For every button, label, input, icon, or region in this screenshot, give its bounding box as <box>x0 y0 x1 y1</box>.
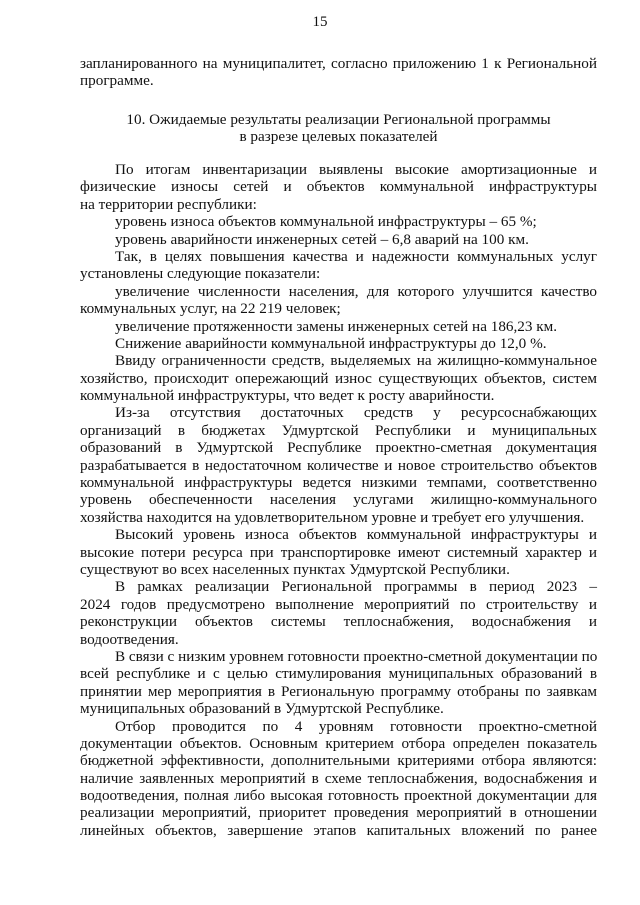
body-line: принятии мер мероприятия в Региональную программу отобраны по заявкам <box>80 682 597 700</box>
body-line: хозяйство, происходит опережающий износ существующих объектов, систем <box>80 369 597 387</box>
body-line: Так, в целях повышения качества и надежности коммунальных услуг <box>115 247 597 265</box>
intro-paragraph <box>80 55 597 90</box>
body-line: коммунальных услуг, на 22 219 человек; <box>80 300 341 318</box>
body-line: Из-за отсутствия достаточных средств у ресурсоснабжающих <box>115 404 597 422</box>
body-line: увеличение численности населения, для которого улучшится качество <box>115 282 597 300</box>
body-line: уровень износа объектов коммунальной инфраструктуры – 65 %; <box>115 213 537 231</box>
body-line: бюджетной эффективности, дополнительными критериями отбора являются: <box>80 752 597 770</box>
body-line: коммунальной инфраструктуры ведется низкими темпами, соответственно <box>80 474 597 492</box>
body-line: существуют во всех населенных пунктах Удмуртской Республики. <box>80 560 510 578</box>
intro-line: запланированного на муниципалитет, согласно приложению 1 к Региональной <box>80 55 597 72</box>
body-text <box>80 161 597 839</box>
body-line: В связи с низким уровнем готовности проектно-сметной документации по <box>115 647 598 665</box>
body-line: По итогам инвентаризации выявлены высокие амортизационные и <box>115 161 597 178</box>
body-line: реконструкции объектов системы теплоснабжения, водоснабжения и <box>80 613 597 631</box>
body-line: высокие потери ресурса при транспортировке имеют системный характер и <box>80 543 597 561</box>
body-line: муниципальных образований в Удмуртской Республике. <box>80 700 444 718</box>
body-line: водоотведения. <box>80 630 179 648</box>
body-line: Отбор проводится по 4 уровням готовности проектно-сметной <box>115 717 597 735</box>
body-line: наличие заявленных мероприятий в схеме теплоснабжения, водоснабжения и <box>80 769 597 787</box>
body-line: водоотведения, полная либо высокая готовность проектной документации для <box>80 787 597 805</box>
body-line: 2024 годов предусмотрено выполнение мероприятий по строительству и <box>80 595 597 613</box>
body-line: установлены следующие показатели: <box>80 265 321 283</box>
body-line: Высокий уровень износа объектов коммунальной инфраструктуры и <box>115 526 597 544</box>
body-line: линейных объектов, завершение этапов капитальных вложений по ранее <box>80 821 597 839</box>
body-line: реализации мероприятий, приоритет проведения мероприятий в отношении <box>80 804 597 822</box>
body-line: хозяйства находится на удовлетворительном уровне и требует его улучшения. <box>80 508 585 526</box>
intro-line: программе. <box>80 72 154 90</box>
body-line: уровень аварийности инженерных сетей – 6,8 аварий на 100 км. <box>115 230 529 248</box>
body-line: на территории республики: <box>80 195 257 213</box>
body-line: В рамках реализации Региональной программы в период 2023 – <box>115 578 597 596</box>
section-heading-line: в разрезе целевых показателей <box>239 128 438 146</box>
body-line: уровень обеспеченности населения услугами жилищно-коммунального <box>80 491 597 509</box>
body-line: увеличение протяженности замены инженерных сетей на 186,23 км. <box>115 317 558 335</box>
body-line: физические износы сетей и объектов коммунальной инфраструктуры <box>80 178 597 196</box>
body-line: разрабатывается в недостаточном количестве и новое строительство объектов <box>80 456 597 474</box>
body-line: Снижение аварийности коммунальной инфраструктуры до 12,0 %. <box>115 334 547 352</box>
body-line: коммунальной инфраструктуры, что ведет к росту аварийности. <box>80 387 495 405</box>
section-heading-line: 10. Ожидаемые результаты реализации Региональной программы <box>126 111 551 128</box>
page-number: 15 <box>312 14 328 30</box>
body-line: документации объектов. Основным критерием отбора определен показатель <box>80 734 597 752</box>
body-line: Ввиду ограниченности средств, выделяемых на жилищно-коммунальное <box>115 352 597 370</box>
body-line: организаций в бюджетах Удмуртской Республики и муниципальных <box>80 421 597 439</box>
section-heading <box>80 111 597 146</box>
body-line: всей республике и с целью стимулирования муниципальных образований в <box>80 665 597 683</box>
body-line: образований в Удмуртской Республике проектно-сметная документация <box>80 439 597 457</box>
